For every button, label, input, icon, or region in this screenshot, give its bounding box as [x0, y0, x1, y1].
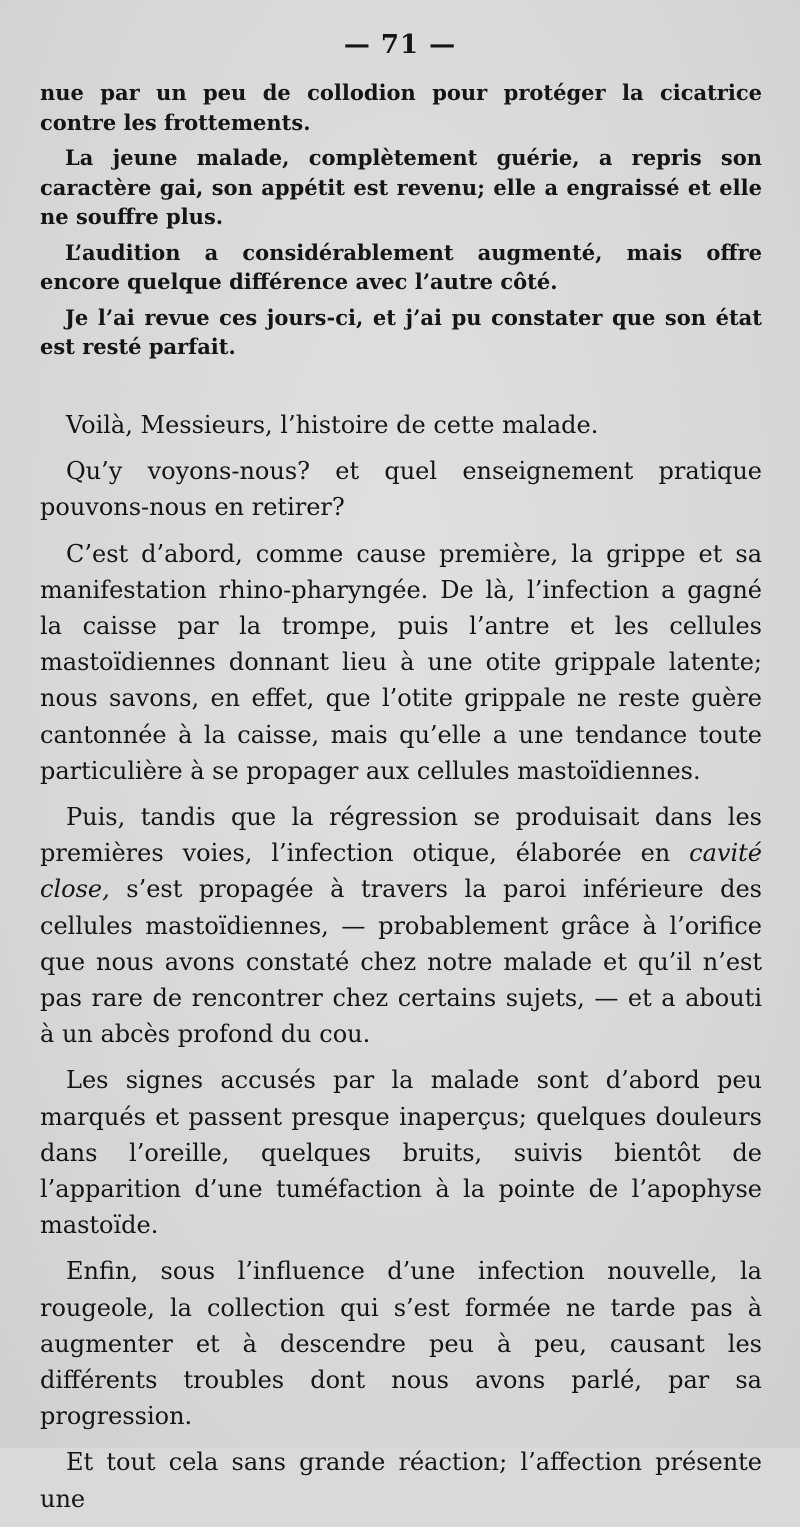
- paragraph-cause: C’est d’abord, comme cause première, la grippe et sa manifestation rhino-pharyngée. De là, l’infection a gagné la caisse par la trompe, puis l’antre et les cellules mastoïdiennes donnant lieu à une otite grippale latente; nous savons, en effet, que l’otite grippale ne reste guère cantonnée à la caisse, mais qu’elle a une tendance toute particulière à se propager aux cellules mastoïdiennes.: [40, 539, 762, 785]
- paragraph-continuation: nue par un peu de collodion pour protéger la cicatrice contre les frottements.: [40, 80, 762, 135]
- paragraph-propagation: [40, 799, 762, 1052]
- propagation-text-end: s’est propagée à travers la paroi inférieure des cellules mastoïdiennes, — probablement grâce à l’orifice que nous avons constaté chez notre malade et qu’il n’est pas rare de rencontrer chez certains sujets, — et a abouti à un abcès profond du cou.: [40, 875, 762, 1049]
- paragraph-reaction: Et tout cela sans grande réaction; l’affection présente une: [40, 1448, 762, 1513]
- paragraph-intro: Voilà, Messieurs, l’histoire de cette malade.: [66, 411, 599, 439]
- paragraph-followup: Je l’ai revue ces jours-ci, et j’ai pu constater que son état est resté parfait.: [40, 304, 762, 359]
- case-conclusion-block: [40, 78, 762, 368]
- paragraph-signs: Les signes accusés par la malade sont d’abord peu marqués et passent presque inaperçus; quelques douleurs dans l’oreille, quelques bruits, suivis bientôt de l’apparition d’une tuméfaction à la pointe de l’apophyse mastoïde.: [40, 1066, 762, 1240]
- paragraph-recovery: La jeune malade, complètement guérie, a repris son caractère gai, son appétit est revenu; elle a engraissé et elle ne souffre plus.: [40, 145, 762, 229]
- paragraph-hearing: L’audition a considérablement augmenté, mais offre encore quelque différence avec l’autre côté.: [40, 239, 762, 294]
- propagation-text-start: Puis, tandis que la régression se produisait dans les premières voies, l’infection otique, élaborée en: [40, 803, 762, 868]
- propagation-emphasis: cavité close,: [40, 839, 762, 904]
- page-number: — 71 —: [343, 30, 457, 60]
- paragraph-question: Qu’y voyons-nous? et quel enseignement pratique pouvons-nous en retirer?: [40, 457, 762, 522]
- lecture-commentary-block: [40, 407, 762, 1527]
- paragraph-measles: Enfin, sous l’influence d’une infection nouvelle, la rougeole, la collection qui s’est formée ne tarde pas à augmenter et à descendre peu à peu, causant les différents troubles dont nous avons parlé, par sa progression.: [40, 1257, 762, 1431]
